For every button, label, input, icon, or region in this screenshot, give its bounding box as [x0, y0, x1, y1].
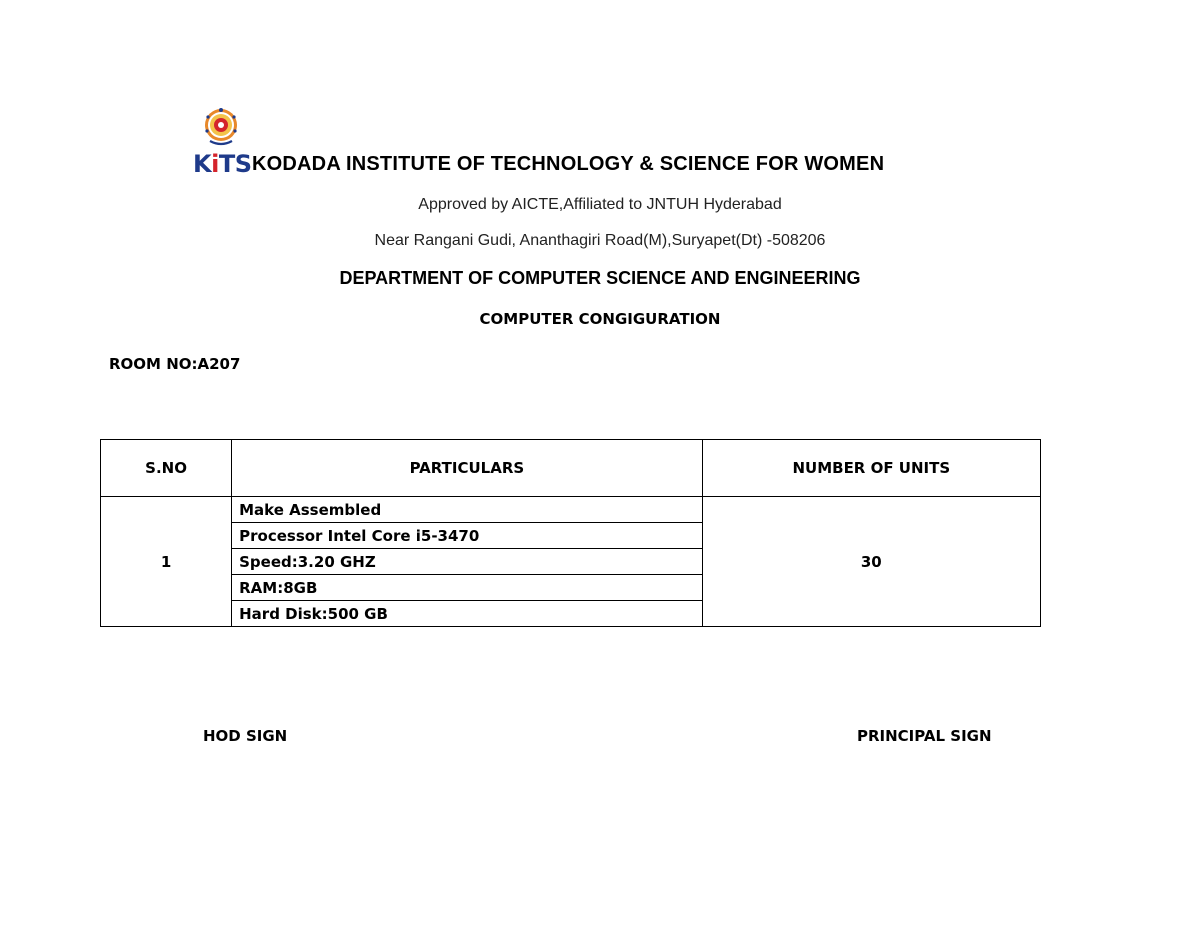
column-header-units: NUMBER OF UNITS — [702, 440, 1040, 497]
address-line: Near Rangani Gudi, Ananthagiri Road(M),Suryapet(Dt) -508206 — [374, 232, 826, 249]
cell-particular: Hard Disk:500 GB — [232, 601, 703, 627]
principal-signature-label: PRINCIPAL SIGN — [857, 727, 992, 745]
cell-units: 30 — [702, 497, 1040, 627]
column-header-particulars: PARTICULARS — [232, 440, 703, 497]
logo-wordmark: KiTS — [193, 150, 252, 178]
room-number: ROOM NO:A207 — [109, 355, 241, 373]
college-seal-emblem-icon — [202, 107, 240, 149]
cell-particular: Processor Intel Core i5-3470 — [232, 523, 703, 549]
column-header-sno: S.NO — [101, 440, 232, 497]
document-title: COMPUTER CONGIGURATION — [479, 310, 721, 328]
approval-line: Approved by AICTE,Affiliated to JNTUH Hyderabad — [418, 196, 782, 213]
hod-signature-label: HOD SIGN — [203, 727, 288, 745]
cell-sno: 1 — [101, 497, 232, 627]
cell-particular: RAM:8GB — [232, 575, 703, 601]
cell-particular: Speed:3.20 GHZ — [232, 549, 703, 575]
table-header-row — [101, 440, 1041, 497]
table-row — [101, 497, 1041, 523]
cell-particular: Make Assembled — [232, 497, 703, 523]
department-heading: DEPARTMENT OF COMPUTER SCIENCE AND ENGINEERING — [339, 268, 861, 288]
configuration-table — [100, 439, 1041, 627]
institution-name: KODADA INSTITUTE OF TECHNOLOGY & SCIENCE FOR WOMEN — [252, 153, 885, 175]
